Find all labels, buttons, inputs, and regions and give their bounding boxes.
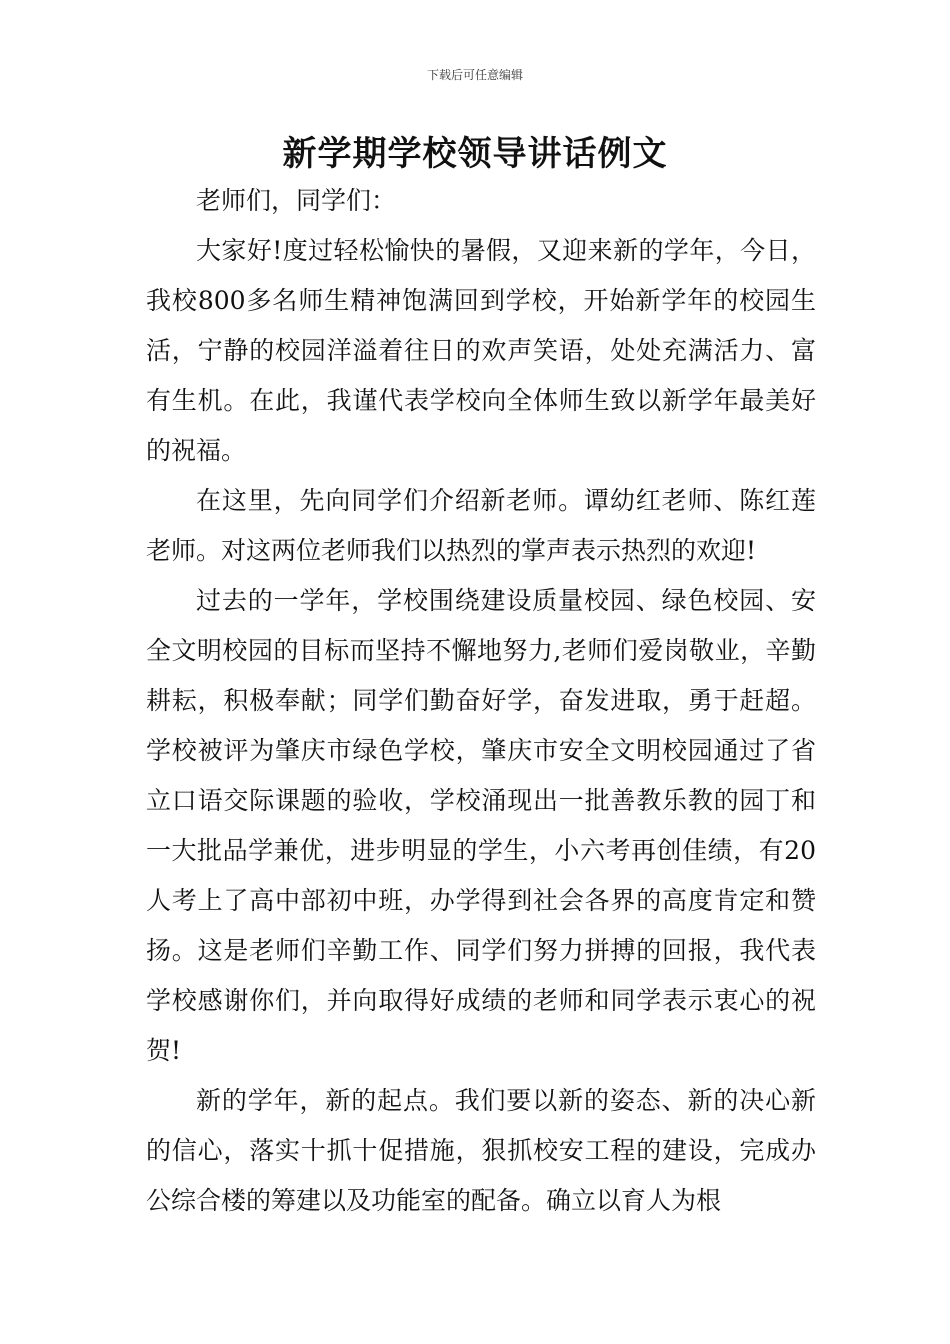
page-title: 新学期学校领导讲话例文 [282,134,668,174]
paragraph-1: 大家好!度过轻松愉快的暑假，又迎来新的学年，今日，我校800多名师生精神饱满回到学校，开始新学年的校园生活，宁静的校园洋溢着往日的欢声笑语，处处充满活力、富有生机。在此，我谨代表学校向全体师生致以新学年最美好的祝福。 [146,236,816,465]
paragraph-4: 新的学年，新的起点。我们要以新的姿态、新的决心新的信心，落实十抓十促措施，狠抓校安工程的建设，完成办公综合楼的筹建以及功能室的配备。确立以育人为根 [146,1086,816,1215]
header-note: 下载后可任意编辑 [426,68,523,82]
paragraph-greeting: 老师们，同学们： [196,186,397,215]
document-body [146,176,816,1226]
paragraph-3: 过去的一学年，学校围绕建设质量校园、绿色校园、安全文明校园的目标而坚持不懈地努力,老师们爱岗敬业，辛勤耕耘，积极奉献；同学们勤奋好学，奋发进取，勇于赶超。学校被评为肇庆市绿色学校，肇庆市安全文明校园通过了省立口语交际课题的验收，学校涌现出一批善教乐教的园丁和一大批品学兼优，进步明显的学生，小六考再创佳绩，有20人考上了高中部初中班，办学得到社会各界的高度肯定和赞扬。这是老师们辛勤工作、同学们努力拼搏的回报，我代表学校感谢你们，并向取得好成绩的老师和同学表示衷心的祝贺! [146,586,816,1065]
paragraph-2: 在这里，先向同学们介绍新老师。谭幼红老师、陈红莲老师。对这两位老师我们以热烈的掌声表示热烈的欢迎! [146,486,816,565]
